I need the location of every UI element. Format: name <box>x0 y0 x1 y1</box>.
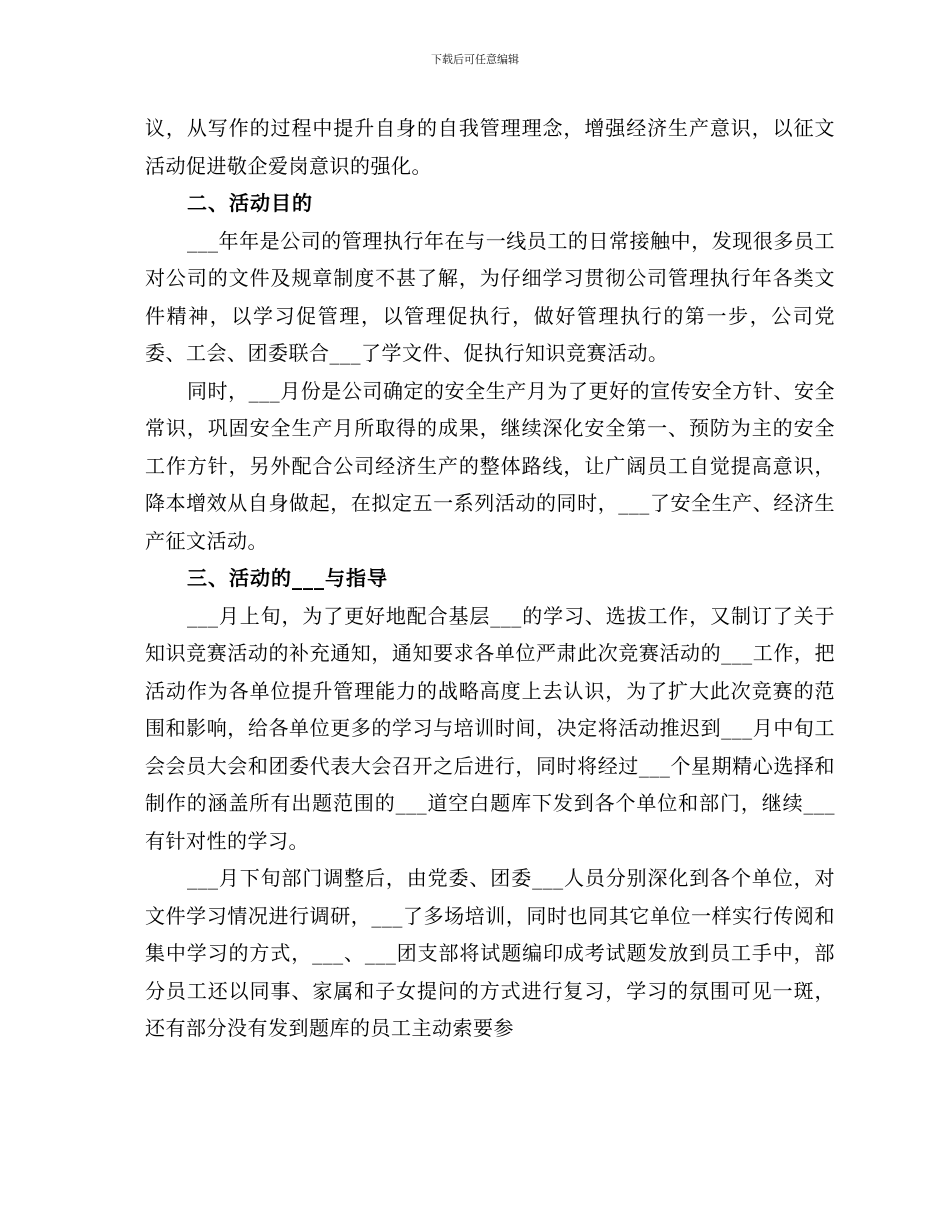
section-heading-guidance: 三、活动的___与指导 <box>187 566 388 590</box>
section-heading-purpose: 二、活动目的 <box>187 191 313 215</box>
document-body <box>145 110 835 1048</box>
paragraph-early-month: ___月上旬，为了更好地配合基层___的学习、选拔工作，又制订了关于知识竞赛活动的补充通知，通知要求各单位严肃此次竞赛活动的___工作，把活动作为各单位提升管理能力的战略高度上去认识，为了扩大此次竞赛的范围和影响，给各单位更多的学习与培训时间，决定将活动推迟到___月中旬工会会员大会和团委代表大会召开之后进行，同时将经过___个星期精心选择和制作的涵盖所有出题范围的___道空白题库下发到各个单位和部门，继续___有针对性的学习。 <box>145 603 835 853</box>
paragraph-purpose: ___年年是公司的管理执行年在与一线员工的日常接触中，发现很多员工对公司的文件及规章制度不甚了解，为仔细学习贯彻公司管理执行年各类文件精神，以学习促管理，以管理促执行，做好管理执行的第一步，公司党委、工会、团委联合___了学文件、促执行知识竞赛活动。 <box>145 228 835 365</box>
paragraph-safety-month: 同时，___月份是公司确定的安全生产月为了更好的宣传安全方针、安全常识，巩固安全生产月所取得的成果，继续深化安全第一、预防为主的安全工作方针，另外配合公司经济生产的整体路线，让广阔员工自觉提高意识，降本增效从自身做起，在拟定五一系列活动的同时，___了安全生产、经济生产征文活动。 <box>145 378 835 553</box>
page-header-note: 下载后可任意编辑 <box>431 53 519 66</box>
paragraph-continuation: 议，从写作的过程中提升自身的自我管理理念，增强经济生产意识，以征文活动促进敬企爱岗意识的强化。 <box>145 116 835 178</box>
paragraph-late-month: ___月下旬部门调整后，由党委、团委___人员分别深化到各个单位，对文件学习情况进行调研，___了多场培训，同时也同其它单位一样实行传阅和集中学习的方式，___、___团支部将试题编印成考试题发放到员工手中，部分员工还以同事、家属和子女提问的方式进行复习，学习的氛围可见一斑，还有部分没有发到题库的员工主动索要参 <box>145 866 835 1040</box>
